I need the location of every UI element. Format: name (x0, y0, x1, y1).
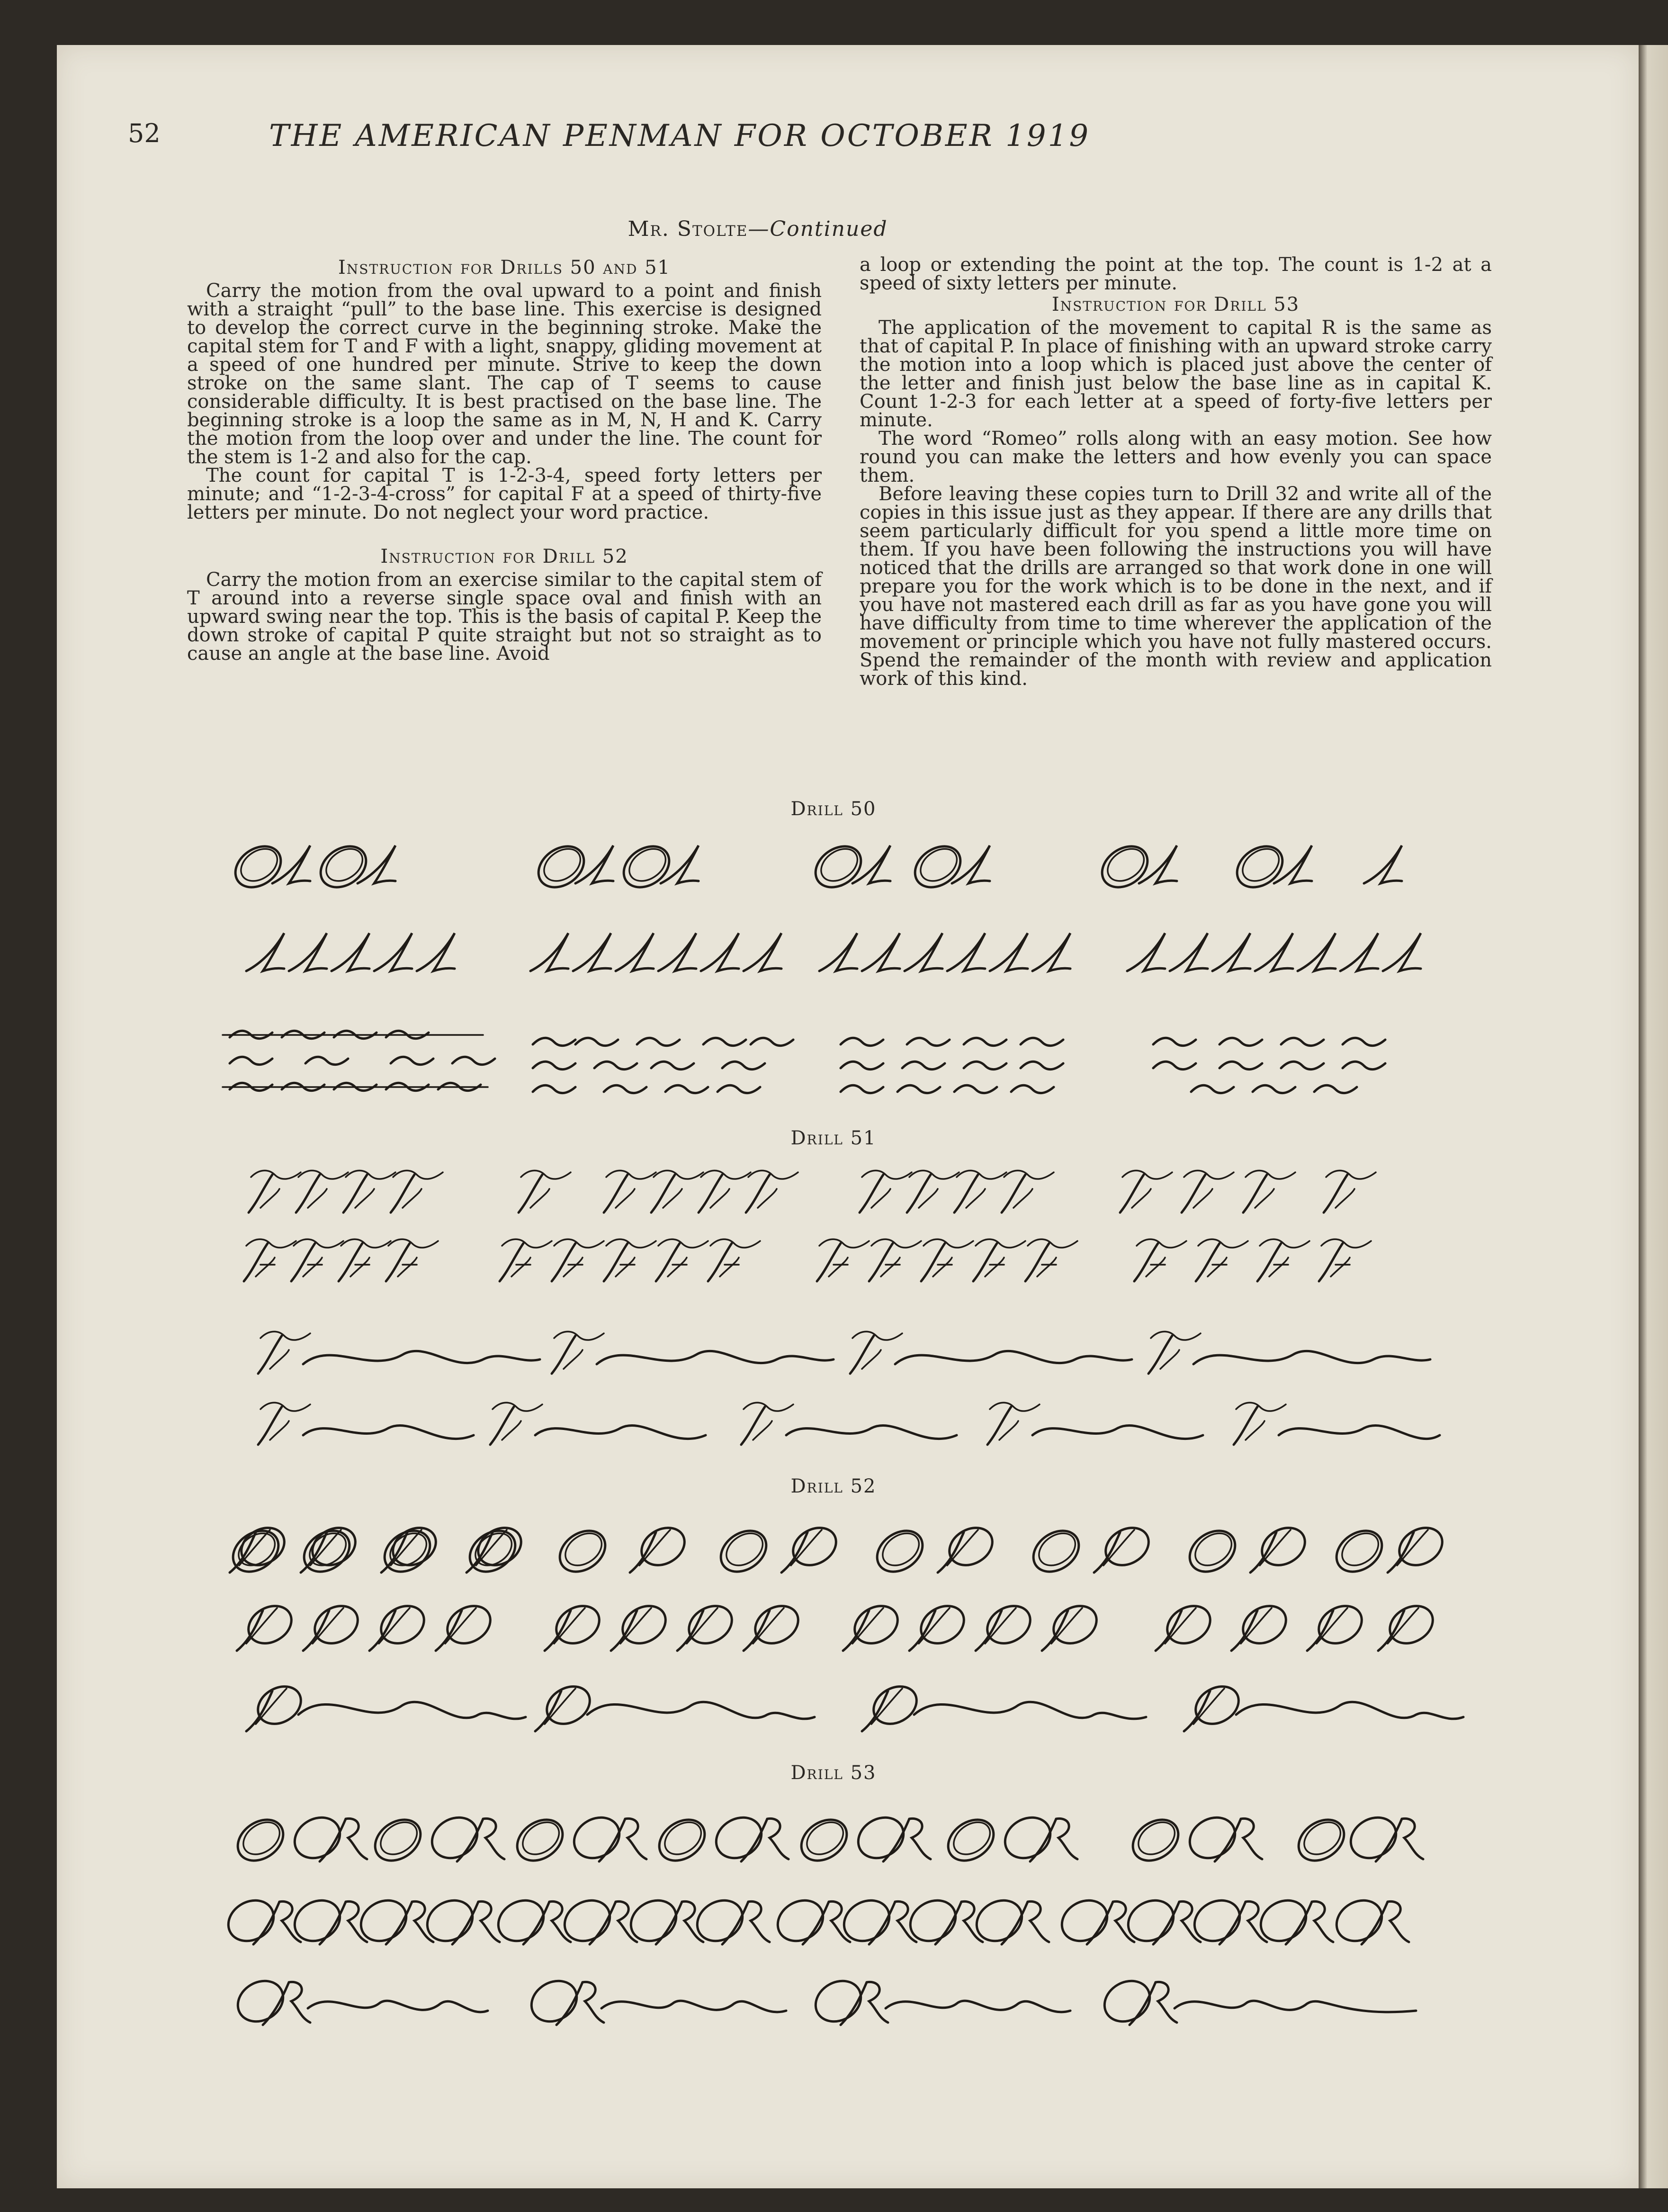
drill-52-p-row (237, 1599, 1440, 1651)
author-continued: —Continued (748, 217, 888, 241)
drill-51-word-rows (258, 1331, 1440, 1445)
paragraph: The application of the movement to capital R is the same as that of capital P. In place of finishing with an upward stroke carry the motion into a loop which is placed just above the center of the letter and finish just below the base line as in capital K. Count 1-2-3 for each letter at a speed of forty-five letters per minute. (860, 317, 1492, 431)
page-number: 52 (128, 118, 161, 148)
drill-50-stems-row (246, 933, 1421, 971)
heading-drills-50-51: Instruction for Drills 50 and 51 (338, 257, 671, 279)
drill-53-word-row (231, 1973, 1416, 2029)
drill-52-title: Drill 52 (790, 1475, 877, 1497)
heading-drill-52: Instruction for Drill 52 (380, 546, 628, 567)
author-name: Mr. Stolte (628, 217, 748, 241)
drill-50-ovals-row (228, 838, 1402, 896)
drill-51-t-row (249, 1170, 1376, 1213)
paragraph: Carry the motion from the oval upward to a point and finish with a straight “pull” to the base line. This exercise is designed to develop the correct curve in the beginning stroke. Make the capital stem for T and F with a light, snappy, gliding movement at a speed of one hundred per minute. Strive to keep the down stroke on the same slant. The cap of T seems to cause considerable difficulty. It is best practised on the base line. The beginning stroke is a loop the same as in M, N, H and K. Carry the motion from the loop over and under the line. The count for the stem is 1-2 and also for the cap. (187, 280, 822, 468)
paragraph: Carry the motion from an exercise similar to the capital stem of T around into a reverse single space oval and finish with an upward swing near the top. This is the basis of capital P. Keep the down stroke of capital P quite straight but not so straight as to cause an angle at the base line. Avoid (187, 569, 822, 665)
drill-52-word-row (246, 1679, 1463, 1731)
heading-drill-53: Instruction for Drill 53 (1051, 294, 1300, 315)
drill-50-title: Drill 50 (790, 798, 877, 820)
drill-50-caps-rows (223, 1031, 1385, 1093)
running-head: THE AMERICAN PENMAN FOR OCTOBER 1919 (269, 118, 1091, 153)
drill-51-f-row (244, 1239, 1371, 1281)
drill-53-r-row (221, 1892, 1409, 1949)
drill-52-op-row (225, 1520, 1449, 1580)
paragraph: Before leaving these copies turn to Drill 32 and write all of the copies in this issue just as they appear. If there are any drills that seem particularly difficult for you spend a little more time on them. If you have been following the instructions you will have noticed that the drills are arranged so that work done in one will prepare you for the work which is to be done in the next, and if you have not mastered each drill as far as you have gone you will have difficulty from time to time wherever the application of the movement or principle which you have not fully mastered occurs. Spend the remainder of the month with review and application work of this kind. (860, 483, 1492, 690)
paragraph: The word “Romeo” rolls along with an easy motion. See how round you can make the letters and how evenly you can space them. (860, 428, 1492, 486)
drill-53-or-row (230, 1809, 1423, 1869)
paragraph: a loop or extending the point at the top. The count is 1-2 at a speed of sixty letters per minute. (860, 254, 1492, 294)
paragraph: The count for capital T is 1-2-3-4, speed forty letters per minute; and “1-2-3-4-cross” for capital F at a speed of thirty-five letters per minute. Do not neglect your word practice. (187, 465, 822, 523)
drill-53-title: Drill 53 (790, 1762, 877, 1784)
drill-51-title: Drill 51 (790, 1127, 877, 1149)
